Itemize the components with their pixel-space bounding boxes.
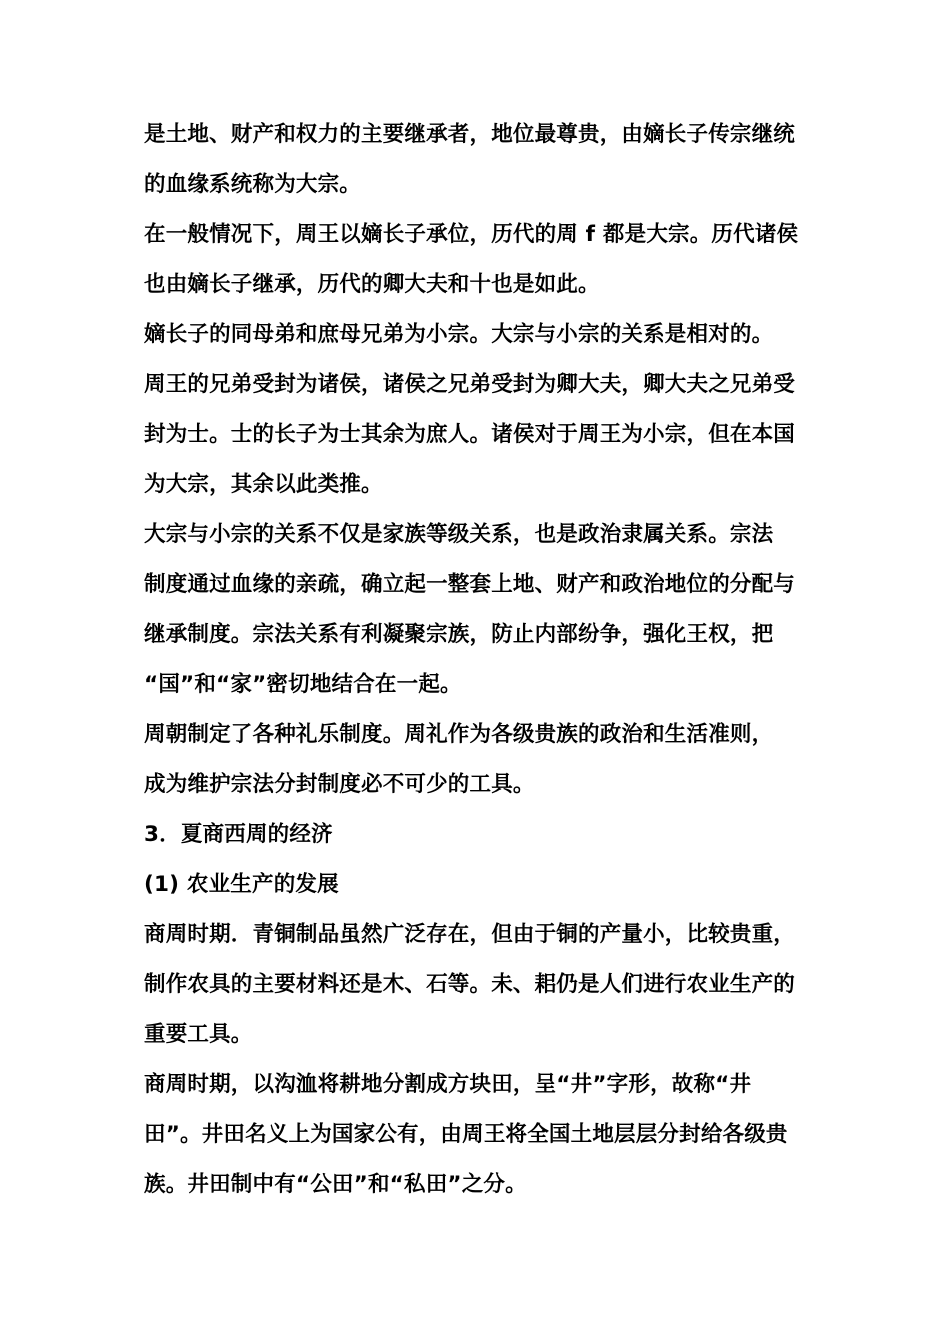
text-line: 的血缘系统称为大宗。 <box>144 172 362 197</box>
text-line: 制度通过血缘的亲疏，确立起一整套上地、财产和政治地位的分配与 <box>144 572 796 597</box>
text-line: 重要工具。 <box>144 1022 253 1047</box>
text-line: 周朝制定了各种礼乐制度。周礼作为各级贵族的政治和生活准则， <box>144 722 774 747</box>
text-line: 继承制度。宗法关系有利凝聚宗族，防止内部纷争，强化王权，把 <box>144 622 774 647</box>
text-line: “国”和“家”密切地结合在一起。 <box>144 672 462 697</box>
text-line: 也由嫡长子继承，历代的卿大夫和十也是如此。 <box>144 272 600 297</box>
text-line: 族。井田制中有“公田”和“私田”之分。 <box>144 1172 527 1197</box>
text-line: 周王的兄弟受封为诸侯，诸侯之兄弟受封为卿大夫，卿大夫之兄弟受 <box>144 372 796 397</box>
text-line: 大宗与小宗的关系不仅是家族等级关系，也是政治隶属关系。宗法 <box>144 522 774 547</box>
text-line: 在一般情况下，周王以嫡长子承位，历代的周 f 都是大宗。历代诸侯 <box>144 222 799 247</box>
text-line: 田”。井田名义上为国家公有，由周王将全国土地层层分封给各级贵 <box>144 1122 788 1147</box>
text-line: 成为维护宗法分封制度必不可少的工具。 <box>144 772 535 797</box>
text-line: 商周时期，以沟洫将耕地分割成方块田，呈“井”字形，故称“井 <box>144 1072 752 1097</box>
text-line: 商周时期．青铜制品虽然广泛存在，但由于铜的产量小，比较贵重， <box>144 922 796 947</box>
document-page <box>144 110 814 1210</box>
text-line: 封为士。士的长子为士其余为庶人。诸侯对于周王为小宗，但在本国 <box>144 422 796 447</box>
text-line: 嫡长子的同母弟和庶母兄弟为小宗。大宗与小宗的关系是相对的。 <box>144 322 774 347</box>
text-line: 制作农具的主要材料还是木、石等。未、耜仍是人们进行农业生产的 <box>144 972 796 997</box>
text-line: 为大宗，其余以此类推。 <box>144 472 383 497</box>
subsection-heading: (1) 农业生产的发展 <box>144 872 339 897</box>
text-line: 是土地、财产和权力的主要继承者，地位最尊贵，由嫡长子传宗继统 <box>144 122 796 147</box>
section-heading: 3．夏商西周的经济 <box>144 822 333 847</box>
